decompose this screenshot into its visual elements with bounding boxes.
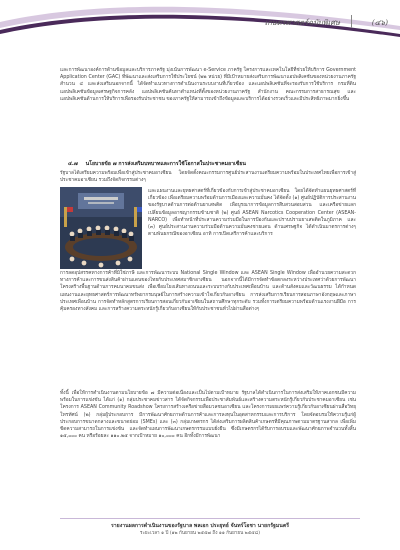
header-decoration [0, 0, 400, 46]
section-heading [60, 161, 356, 168]
page-number: (๔๖) [371, 18, 388, 27]
paragraph-3: ทั้งนี้ เพื่อให้การดำเนินงานตามนโยบายข้อ ๗ มีความต่อเนื่องและเป็นไปตามเป้าหมาย รัฐบาลได้ดำเนินการในการส่งเสริมให้ภาคเอกชนมีความพร้อมในการแข่งขัน ได้แก่ (๑) กลุ่มประชาคมข่าวสาร ได้จัดกิจกรรมเพื่อประชาสัมพันธ์และสร้างความตระหนักรู้เกี่ยวกับประชาคมอาเซียน เช่น โครงการ ASEAN Community Roadshow โครงการสร้างเครือข่ายสื่อมวลชนอาเซียน และโครงการเผยแพร่ความรู้เกี่ยวกับอาเซียนผ่านสื่อวิทยุโทรทัศน์ (๒) กลุ่มผู้ประกอบการ มีการพัฒนาศักยภาพด้านการค้าและการลงทุนในอุตสาหกรรมและการบริการ โดยจัดอบรมให้ความรู้แก่ผู้ประกอบการขนาดกลางและขนาดย่อม (SMEs) และ (๓) กลุ่มเกษตรกร ได้ส่งเสริมการผลิตสินค้าเกษตรที่มีคุณภาพตามมาตรฐานสากล เพื่อเพิ่มขีดความสามารถในการแข่งขัน และจัดทำแผนการพัฒนาเกษตรกรรมแบบยั่งยืน ซึ่งมีเกษตรกรได้รับการอบรมและพัฒนาศักยภาพจำนวนทั้งสิ้น ๑๕,๐๐๐ คน หรือร้อยละ ๑๑๐.๒๕ จากเป้าหมาย ๑๐,๐๐๐ คน อีกทั้งมีการพัฒนา [60, 391, 356, 440]
page-header [0, 0, 400, 46]
footer-title: รายงานผลการดำเนินงานของรัฐบาล พลเอก ประยุทธ์ จันทร์โอชา นายกรัฐมนตรี [110, 523, 290, 529]
footer-period: ระยะเวลา ๑ ปี (๑๒ กันยายน ๒๕๕๗ ถึง ๑๑ กันยายน ๒๕๕๘) [139, 531, 260, 536]
header-title: เกษตรศาสตร์ฉบับพิเศษ [264, 18, 340, 27]
section-title: นโยบายข้อ ๗ การส่งเสริมบทบาทและการใช้โอกาสในประชาคมอาเซียน [85, 161, 246, 167]
meeting-photo [60, 187, 142, 269]
footer-divider [60, 518, 360, 519]
paragraph-1: และการพัฒนาองค์การด้านข้อมูลและบริการภาครัฐ มุ่งเน้นการพัฒนา e-Service ภาครัฐ โครงการและเทคโนโลยีที่ช่วยให้บริการ Government Application Center (GAC) ที่พัฒนาและส่งเสริมการใช้ประโยชน์ (๒๒ หน่วย) ที่มีเป้าหมายส่งเสริมการพัฒนาแอปพลิเคชันของหน่วยงานภาครัฐ สำนวน ๔ และส่งเสริมนอกจากนี้ ได้จัดทำแนวทางการดำเนินงานระบบงานที่เกี่ยวข้อง และแอปพลิเคชันที่จะรองรับการใช้บริการ กรมที่ดิน แอปพลิเคชันข้อมูลเศรษฐกิจการคลัง แอปพลิเคชันค้นหาตำแหน่งที่ตั้งของหน่วยงานภาครัฐ สำนักงาน คณะกรรมการสาธารณสุข และแอปพลิเคชันด้านการให้บริการเพื่อรองรับประชาชน ของภาครัฐให้สามารถเข้าถึงข้อมูลและบริการได้อย่างรวดเร็วและมีประสิทธิภาพมากยิ่งขึ้น [60, 68, 356, 102]
paragraph-2c: การลดอุปสรรคทางการค้าที่มิใช่ภาษี และการพัฒนาระบบ National Single Window และ ASEAN Single Window เพื่ออำนวยความสะดวกทางการค้าและการขนส่งสินค้าผ่านแดนของไทยกับประเทศสมาชิกอาเซียน นอกจากนี้ได้มีการจัดทำข้อตกลงระหว่างประเทศว่าด้วยการพัฒนาโครงสร้างพื้นฐานด้านการคมนาคมขนส่ง เพื่อเชื่อมโยงเส้นทางถนนและระบบรางกับประเทศเพื่อนบ้าน และด้านสังคมและวัฒนธรรม ได้กำหนดแผนงานและยุทธศาสตร์การพัฒนาทรัพยากรมนุษย์ในการสร้างความเข้าใจเกี่ยวกับอาเซียน การส่งเสริมการเรียนการสอนภาษาอังกฤษและภาษาประเทศเพื่อนบ้าน การจัดทำหลักสูตรการเรียนการสอนเกี่ยวกับอาเซียนในสถานศึกษาทุกระดับ รวมทั้งการเตรียมความพร้อมด้านแรงงานฝีมือ การคุ้มครองทางสังคม และการสร้างความตระหนักรู้เกี่ยวกับอาเซียนให้กับประชาชนทั่วไปผ่านสื่อต่างๆ [60, 271, 356, 313]
paragraph-2a: รัฐบาลได้เตรียมความพร้อมเพื่อเข้าสู่ประชาคมอาเซียน โดยจัดตั้งคณะกรรมการศูนย์ประสานงานเตรียมความพร้อมในประเทศไทยเพื่อการเข้าสู่ประชาคมอาเซียน รวมถึงจัดกิจกรรมต่างๆ [60, 171, 356, 184]
meeting-photo-illustration [60, 187, 142, 269]
section-number: ๔.๗ [68, 161, 78, 167]
header-separator [351, 15, 352, 28]
paragraph-2b: และแผนงานและยุทธศาสตร์ที่เกี่ยวข้องกับการเข้าสู่ประชาคมอาเซียน โดยได้จัดทำแผนยุทธศาสตร์ที่เกี่ยวข้อง เพื่อเตรียมความพร้อมด้านการเมืองและความมั่นคง ได้จัดตั้ง (๑) ศูนย์ปฏิบัติการประสานงานของรัฐบาลด้านการต่อต้านยาเสพติด เพื่อบูรณาการข้อมูลการสืบสวนสอบสวน และเครือข่ายแลกเปลี่ยนข้อมูลอาชญากรรมข้ามชาติ (๒) ศูนย์ ASEAN Narcotics Cooperation Center (ASEAN-NARCO) เพื่อทำหน้าที่ประสานความร่วมมือในการป้องกันและปราบปรามยาเสพติดในภูมิภาค และ (๓) ศูนย์ประสานงานความร่วมมือด้านความมั่นคงชายแดน ด้านเศรษฐกิจ ได้ดำเนินมาตรการต่างๆ ตามพันธกรณีของอาเซียน อาทิ การเปิดเสรีการค้าและบริการ [148, 189, 356, 238]
